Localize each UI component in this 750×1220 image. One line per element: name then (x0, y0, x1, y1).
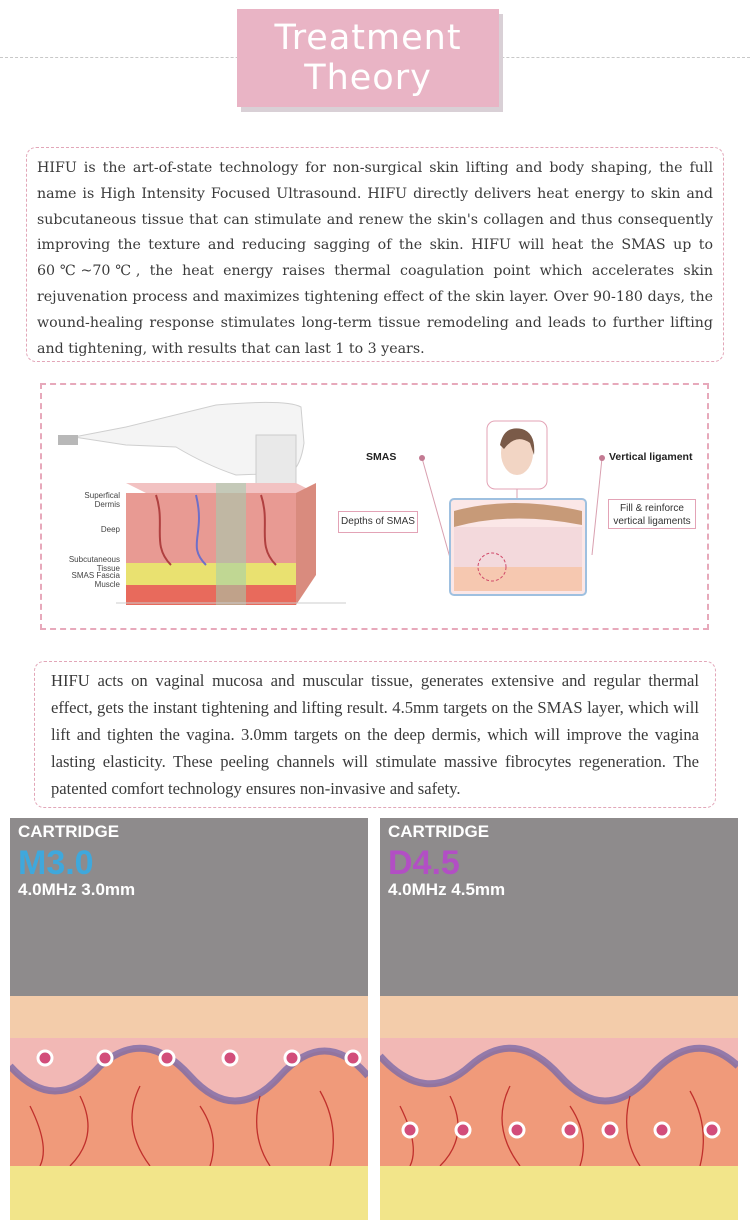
cartridge-code: M3.0 (18, 844, 94, 882)
label-superficial-dermis (62, 491, 120, 509)
tissue-illustration-d45 (380, 996, 738, 1220)
label-superficial-2: Dermis (94, 500, 120, 509)
label-subcutaneous-1: Subcutaneous (68, 555, 120, 564)
page-title (237, 9, 499, 107)
vaginal-text-box (34, 661, 716, 808)
vertical-ligament-label: Vertical ligament (609, 451, 693, 463)
smas-label: SMAS (366, 451, 397, 463)
fill-line-1: Fill & reinforce (620, 503, 684, 514)
fill-line-2: vertical ligaments (613, 516, 691, 527)
cartridge-spec: 4.0MHz 4.5mm (388, 880, 506, 899)
fill-reinforce-tag (608, 499, 696, 529)
label-deep: Deep (100, 525, 120, 534)
cartridge-spec: 4.0MHz 3.0mm (18, 880, 136, 899)
label-subcutaneous-2: Tissue (96, 564, 120, 573)
title-line-1: Treatment (274, 18, 462, 58)
cartridge-panel-d45 (380, 818, 738, 1220)
tissue-illustration-m30 (10, 996, 368, 1220)
cartridge-title: CARTRIDGE (18, 822, 120, 841)
cartridge-title: CARTRIDGE (388, 822, 490, 841)
intro-text-box (26, 147, 724, 362)
cartridge-panel-m30 (10, 818, 368, 1220)
cartridge-code: D4.5 (388, 844, 460, 882)
depths-of-smas-tag: Depths of SMAS (338, 511, 418, 533)
label-smas-2: Muscle (94, 580, 120, 589)
label-smas-1: SMAS Fascia (71, 571, 120, 580)
label-superficial-1: Superfical (84, 491, 120, 500)
title-line-2: Theory (304, 58, 432, 98)
intro-text: HIFU is the art-of-state technology for non-surgical skin lifting and body shaping, the full name is High Intensity Focused Ultrasound. HIFU directly delivers heat energy to skin and subcutaneous tissue that can stimulate and renew the skin's collagen and thus consequently improving the texture and reducing sagging of the skin. HIFU will heat the SMAS up to 60℃~70℃, the heat energy raises thermal coagulation point which accelerates skin rejuvenation process and maximizes tightening effect of the skin layer. Over 90-180 days, the wound-healing response stimulates long-term tissue remodeling and leads to further lifting and tightening, with results that can last 1 to 3 years. (37, 160, 713, 357)
face-smas-illustration (412, 415, 612, 605)
diagram-frame (40, 383, 709, 630)
vaginal-text: HIFU acts on vaginal mucosa and muscular tissue, generates extensive and regular thermal effect, gets the instant tightening and lifting result. 4.5mm targets on the SMAS layer, which will lift and tighten the vagina. 3.0mm targets on the deep dermis, which will improve the vagina lasting elasticity. These peeling channels will stimulate massive fibrocytes regeneration. The patented comfort technology ensures non-invasive and safety. (51, 671, 699, 798)
label-smas-fascia-muscle (56, 571, 120, 589)
